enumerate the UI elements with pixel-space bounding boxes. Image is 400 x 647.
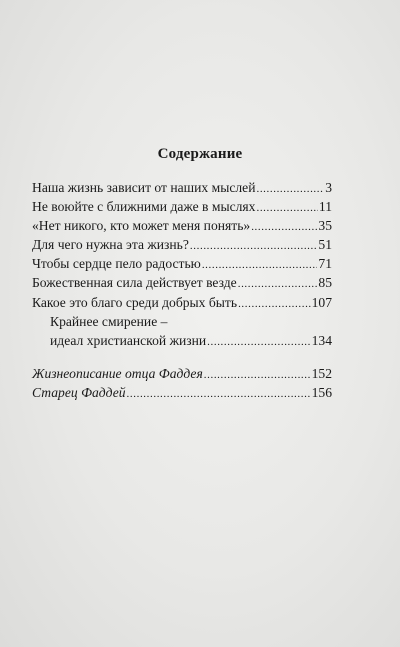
toc-entry-title: Для чего нужна эта жизнь? [32, 237, 189, 253]
toc-entry [32, 293, 332, 312]
toc-entry [32, 312, 332, 331]
dot-leader [127, 385, 311, 404]
dot-leader [238, 275, 318, 294]
toc-entry-title: Старец Фаддей [32, 384, 126, 400]
toc-entry-page: 156 [311, 384, 332, 400]
toc-entry-page: 107 [311, 294, 332, 310]
toc-entry [32, 178, 332, 197]
toc-entry [32, 197, 332, 216]
toc-entry [32, 331, 332, 350]
dot-leader [256, 180, 324, 199]
toc-entry [32, 254, 332, 273]
dot-leader [207, 333, 310, 352]
toc-entry [32, 364, 332, 383]
toc-entry-title: Крайнее смирение – [50, 313, 168, 329]
toc-entry [32, 383, 332, 402]
dot-leader [204, 366, 311, 385]
toc-entry-title: идеал христианской жизни [50, 332, 207, 348]
dot-leader [256, 199, 317, 218]
toc-entry-page: 3 [325, 180, 332, 195]
toc-entry-page: 11 [318, 199, 332, 215]
toc-entry-page: 152 [311, 365, 332, 381]
toc-entry-title: Какое это благо среди добрых быть [32, 294, 238, 310]
dot-leader [251, 218, 317, 237]
toc-entry-page: 35 [318, 218, 332, 234]
toc-entry [32, 273, 332, 292]
dot-leader [238, 295, 311, 314]
toc-entry-page: 134 [311, 332, 332, 348]
page-title: Содержание [157, 146, 243, 162]
table-of-contents [32, 178, 332, 402]
toc-entry-title: Жизнеописание отца Фаддея [32, 365, 203, 381]
toc-entry [32, 216, 332, 235]
toc-entry-page: 85 [318, 275, 332, 291]
toc-entry-title: Не воюйте с ближними даже в мыслях [32, 199, 256, 215]
dot-leader [190, 237, 317, 256]
toc-entry [32, 235, 332, 254]
toc-entry-title: Божественная сила действует везде [32, 275, 237, 291]
toc-entry-page: 51 [318, 237, 332, 253]
toc-entry-title: Наша жизнь зависит от наших мыслей [32, 180, 256, 195]
toc-entry-title: «Нет никого, кто может меня понять» [32, 218, 251, 234]
toc-entry-title: Чтобы сердце пело радостью [32, 256, 201, 272]
toc-entry-page: 71 [318, 256, 332, 272]
